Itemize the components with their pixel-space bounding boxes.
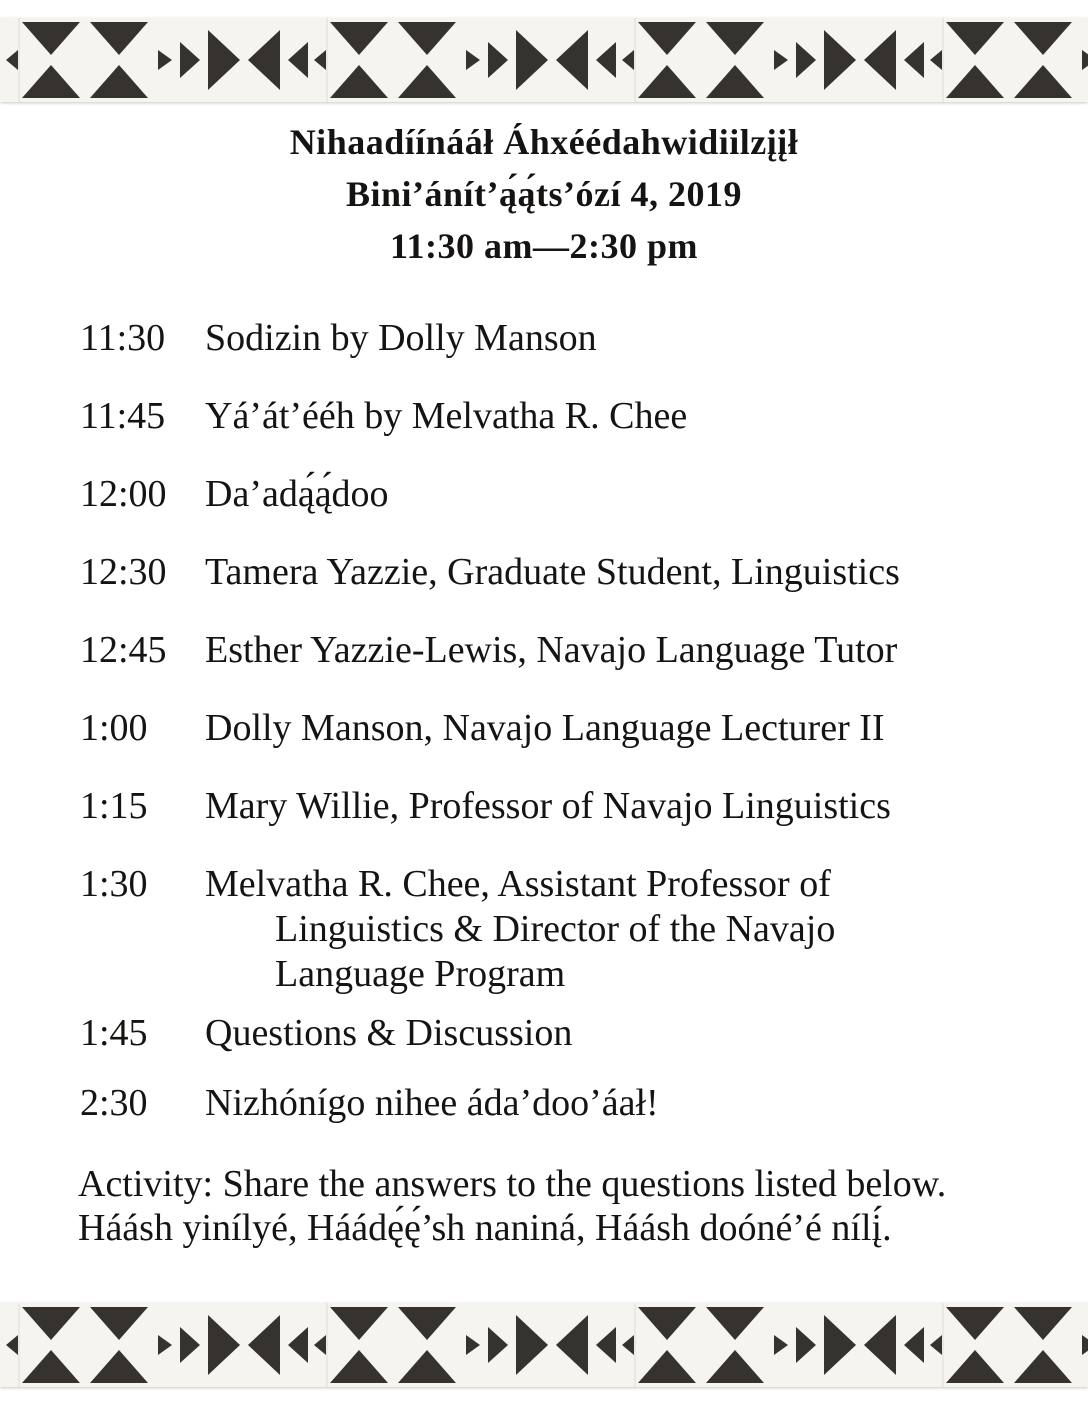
- schedule-row: [80, 862, 1048, 997]
- schedule-time: 2:30: [80, 1082, 148, 1124]
- activity-note: [0, 1162, 1088, 1250]
- decorative-border-bottom: [0, 1303, 1088, 1387]
- flyer-header: [0, 116, 1088, 272]
- schedule-time: 11:30: [80, 317, 166, 359]
- schedule-description: Da’adą́ą́doo: [205, 473, 389, 515]
- decorative-border-top: [0, 18, 1088, 102]
- activity-line-2: Háásh yinílyé, Háádę́ę́’sh naniná, Háásh doóné’é nílį́.: [78, 1207, 892, 1249]
- schedule-description: Mary Willie, Professor of Navajo Linguistics: [205, 785, 891, 827]
- schedule-time: 1:15: [80, 785, 148, 827]
- schedule-description: Yá’át’ééh by Melvatha R. Chee: [205, 395, 688, 437]
- page-title: Nihaadíínááł Áhxéédahwidiilzįįł: [289, 122, 799, 162]
- schedule-row: [80, 1011, 1048, 1056]
- event-time-range: 11:30 am—2:30 pm: [390, 226, 698, 266]
- event-date: Bini’ánít’ą́ą́ts’ózí 4, 2019: [346, 174, 742, 214]
- schedule-row: [80, 628, 1048, 673]
- schedule-row: [80, 1081, 1048, 1126]
- schedule-description: Melvatha R. Chee, Assistant Professor of Linguistics & Director of the Navajo Language Program: [205, 863, 836, 995]
- schedule-time: 1:30: [80, 863, 148, 905]
- schedule-time: 1:45: [80, 1012, 148, 1054]
- schedule-description: Questions & Discussion: [205, 1012, 573, 1054]
- schedule-time: 12:45: [80, 629, 167, 671]
- schedule-time: 1:00: [80, 707, 148, 749]
- schedule-row: [80, 394, 1048, 439]
- schedule-description: Nizhónígo nihee áda’doo’áał!: [205, 1082, 659, 1124]
- schedule-row: [80, 784, 1048, 829]
- schedule-row: [80, 472, 1048, 517]
- schedule-description: Esther Yazzie-Lewis, Navajo Language Tutor: [205, 629, 898, 671]
- schedule-time: 11:45: [80, 395, 166, 437]
- schedule-description: Dolly Manson, Navajo Language Lecturer II: [205, 707, 885, 749]
- schedule-row: [80, 550, 1048, 595]
- schedule-list: [0, 316, 1088, 1126]
- schedule-time: 12:00: [80, 473, 167, 515]
- activity-line-1: Activity: Share the answers to the questions listed below.: [78, 1163, 947, 1205]
- schedule-row: [80, 316, 1048, 361]
- schedule-description: Tamera Yazzie, Graduate Student, Linguistics: [205, 551, 900, 593]
- schedule-row: [80, 706, 1048, 751]
- schedule-time: 12:30: [80, 551, 167, 593]
- schedule-description: Sodizin by Dolly Manson: [205, 317, 597, 359]
